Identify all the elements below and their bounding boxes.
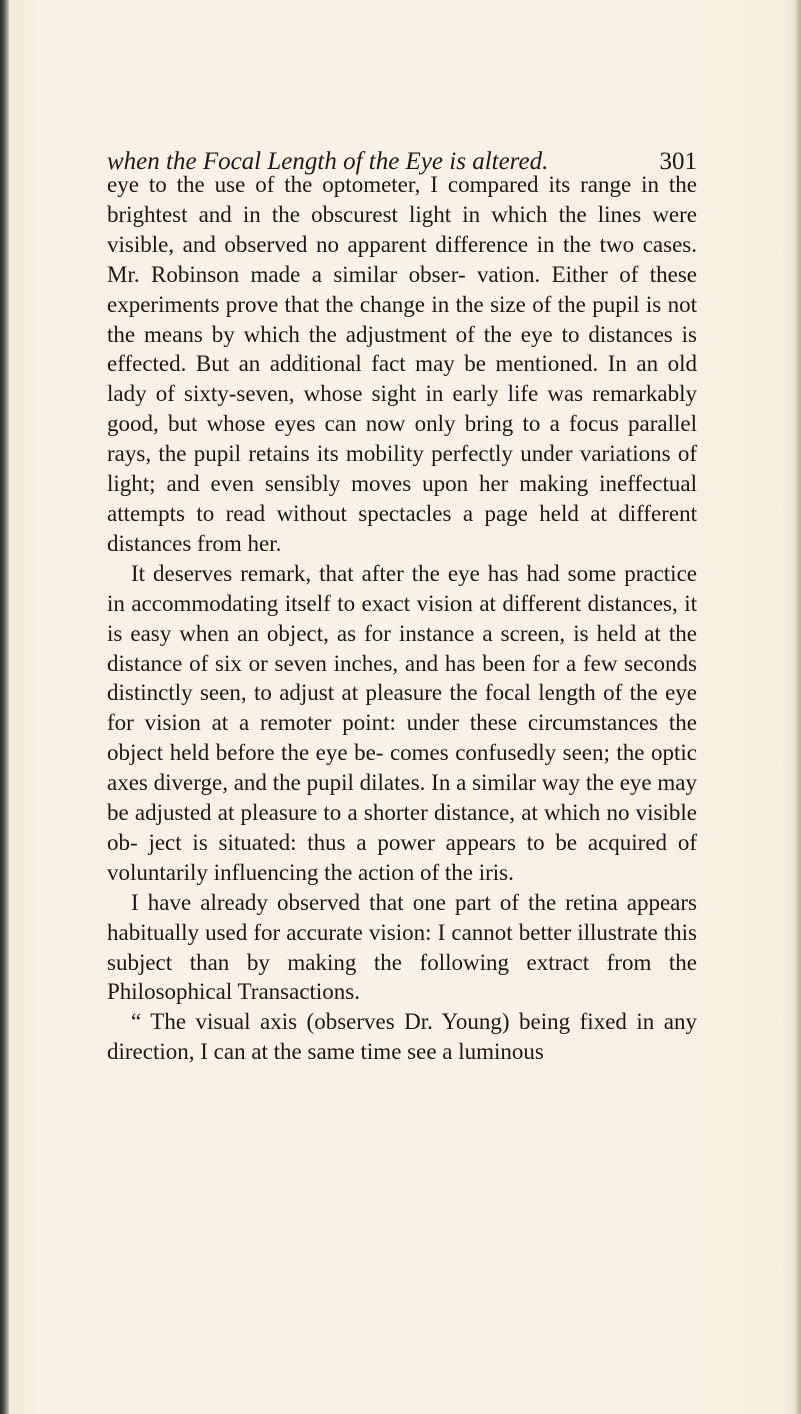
paragraph: I have already observed that one part of the retina appears habitually used for accurate vision: I cannot better illustrate this subject than by making the following extract from the Philosophical Transactions.: [107, 889, 697, 1005]
page-edge: [795, 0, 801, 1414]
paragraph: It deserves remark, that after the eye has had some practice in accommodating itself to exact vision at different distances, it is easy when an object, as for instance a screen, is held at the distance of six or seven inches, and has been for a few seconds distinctly seen, to adjust at pleasure the focal length of the eye for vision at a remoter point: under these circumstances the object held before the eye be- comes confusedly seen; the optic axes diverge, and the pupil dilates. In a similar way the eye may be adjusted at pleasure to a shorter distance, at which no visible ob- ject is situated: thus a power appears to be acquired of voluntarily influencing the action of the iris.: [107, 560, 697, 885]
running-title: when the Focal Length of the Eye is altered.: [107, 148, 549, 175]
paragraph: eye to the use of the optometer, I compared its range in the brightest and in the obscurest light in which the lines were visible, and observed no apparent difference in the two cases. Mr. Robinson made a similar obser- vation. Either of these experiments prove that the change in the size of the pupil is not the means by which the adjustment of the eye to distances is effected. But an additional fact may be mentioned. In an old lady of sixty-seven, whose sight in early life was remarkably good, but whose eyes can now only bring to a focus parallel rays, the pupil retains its mobility perfectly under variations of light; and even sensibly moves upon her making ineffectual attempts to read without spectacles a page held at different distances from her.: [107, 172, 697, 556]
binding-edge: [0, 0, 9, 1414]
page-number: 301: [659, 148, 697, 175]
paragraph: “ The visual axis (observes Dr. Young) being fixed in any direction, I can at the same time see a luminous: [107, 1009, 697, 1065]
body-text: [107, 170, 697, 1067]
